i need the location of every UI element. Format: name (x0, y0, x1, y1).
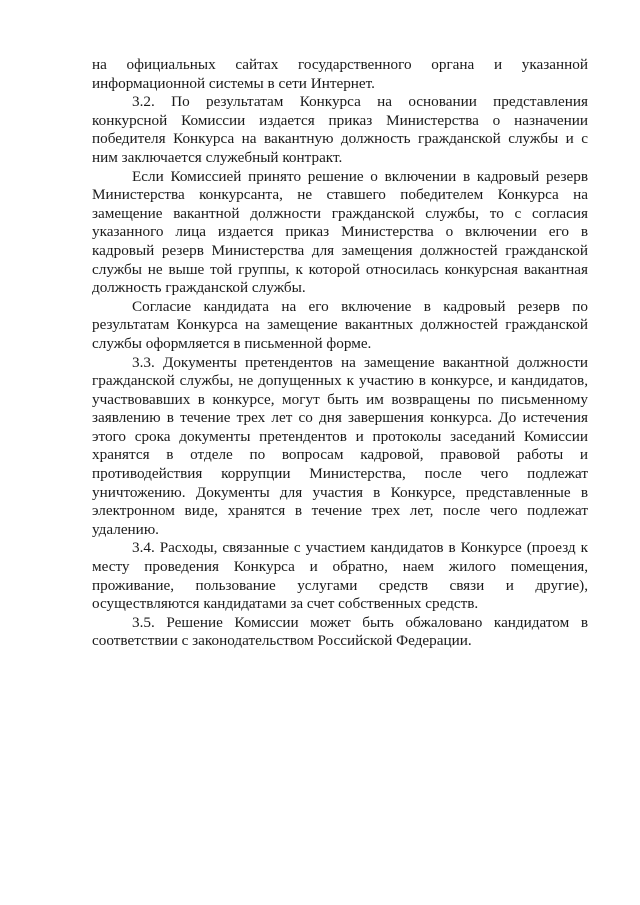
paragraph-3-4: 3.4. Расходы, связанные с участием кандидатов в Конкурсе (проезд к месту проведения Конкурса и обратно, наем жилого помещения, проживание, пользование услугами средств связи и другие), осуществляются кандидатами за счет собственных средств. (92, 539, 588, 613)
paragraph-3-2: 3.2. По результатам Конкурса на основании представления конкурсной Комиссии издается приказ Министерства о назначении победителя Конкурса на вакантную должность гражданской службы и с ним заключается служебный контракт. (92, 93, 588, 166)
paragraph-3-3: 3.3. Документы претендентов на замещение вакантной должности гражданской службы, не допущенных к участию в конкурсе, и кандидатов, участвовавших в конкурсе, могут быть им возвращены по письменному заявлению в течение трех лет со дня завершения конкурса. До истечения этого срока документы претендентов и протоколы заседаний Комиссии хранятся в отделе по вопросам кадровой, правовой работы и противодействия коррупции Министерства, после чего подлежат уничтожению. Документы для участия в Конкурсе, представленные в электронном виде, хранятся в течение трех лет, после чего подлежат удалению. (92, 353, 588, 538)
document-body (92, 56, 588, 651)
paragraph-3-5: 3.5. Решение Комиссии может быть обжаловано кандидатом в соответствии с законодательством Российской Федерации. (92, 613, 588, 650)
paragraph-continuation: на официальных сайтах государственного органа и указанной информационной системы в сети Интернет. (92, 56, 588, 92)
paragraph-reserve-decision: Если Комиссией принято решение о включении в кадровый резерв Министерства конкурсанта, не ставшего победителем Конкурса на замещение вакантной должности гражданской службы, то с согласия указанного лица издается приказ Министерства о включении его в кадровый резерв Министерства для замещения должностей гражданской службы не выше той группы, к которой относилась конкурсная вакантная должность гражданской службы. (92, 167, 588, 297)
paragraph-consent: Согласие кандидата на его включение в кадровый резерв по результатам Конкурса на замещение вакантных должностей гражданской службы оформляется в письменной форме. (92, 297, 588, 352)
